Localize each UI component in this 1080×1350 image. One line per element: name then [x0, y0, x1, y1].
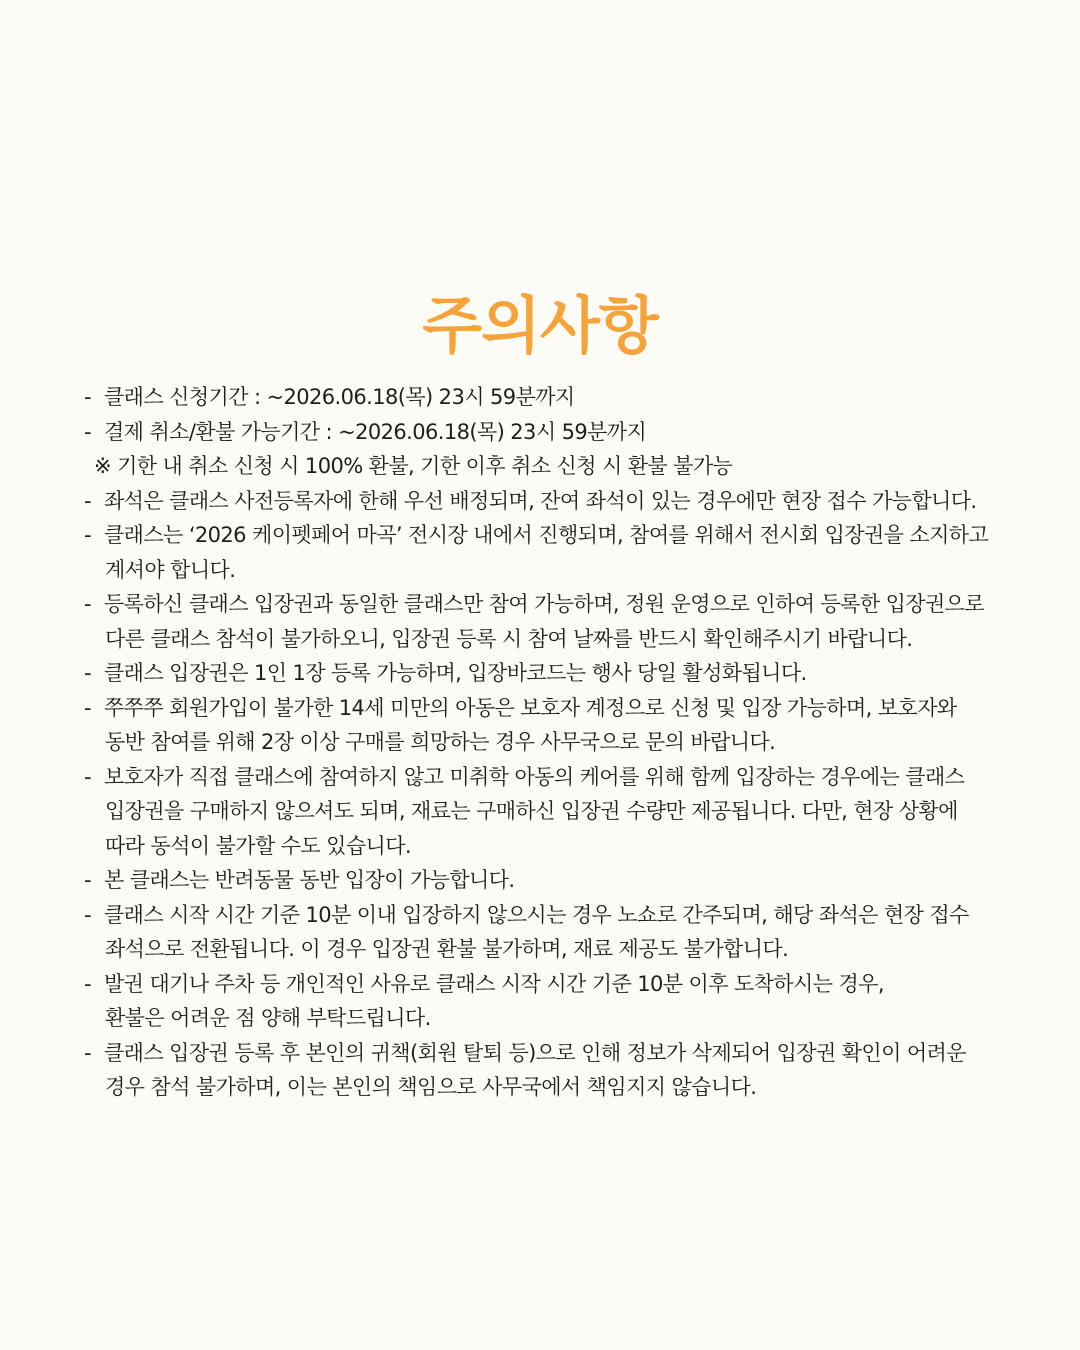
notice-continuation-line [84, 829, 1044, 864]
notice-line [84, 863, 1044, 898]
notice-text: 클래스 입장권은 1인 1장 등록 가능하며, 입장바코드는 행사 당일 활성화됩니다. [104, 661, 807, 685]
notice-text: 등록하신 클래스 입장권과 동일한 클래스만 참여 가능하며, 정원 운영으로 인하여 등록한 입장권으로 [104, 592, 985, 616]
bullet-dash: - [84, 523, 91, 547]
bullet-dash: - [84, 419, 91, 444]
bullet-dash: - [84, 868, 91, 892]
notice-text: 클래스 입장권 등록 후 본인의 귀책(회원 탈퇴 등)으로 인해 정보가 삭제되어 입장권 확인이 어려운 [104, 1040, 966, 1065]
notice-text: 환불은 어려운 점 양해 부탁드립니다. [105, 1006, 431, 1030]
bullet-dash: - [84, 971, 91, 996]
notice-line [84, 691, 1044, 726]
notice-continuation-line [84, 1070, 1044, 1105]
notice-text: 클래스는 ‘2026 케이펫페어 마곡’ 전시장 내에서 진행되며, 참여를 위해서 전시회 입장권을 소지하고 [104, 523, 989, 547]
notice-line [84, 587, 1044, 622]
notice-continuation-line [84, 725, 1044, 760]
notice-continuation-line [84, 932, 1044, 967]
bullet-dash: - [84, 592, 91, 616]
notice-line [84, 967, 1044, 1002]
notice-list [84, 380, 1044, 1105]
notice-line [84, 898, 1044, 933]
notice-text: 발권 대기나 주차 등 개인적인 사유로 클래스 시작 시간 기준 10분 이후 도착하시는 경우, [104, 971, 884, 996]
notice-text: 다른 클래스 참석이 불가하오니, 입장권 등록 시 참여 날짜를 반드시 확인해주시기 바랍니다. [105, 626, 913, 651]
notice-line [84, 656, 1044, 691]
notice-continuation-line [84, 794, 1044, 829]
bullet-dash: - [84, 764, 91, 789]
notice-reference-line [84, 449, 1044, 484]
notice-line [84, 415, 1044, 450]
notice-line [84, 380, 1044, 415]
notice-text: 좌석은 클래스 사전등록자에 한해 우선 배정되며, 잔여 좌석이 있는 경우에만 현장 접수 가능합니다. [104, 488, 977, 513]
bullet-dash: - [84, 661, 91, 685]
notice-continuation-line [84, 622, 1044, 657]
notice-line [84, 760, 1044, 795]
notice-text: 계셔야 합니다. [105, 557, 236, 582]
notice-text: 좌석으로 전환됩니다. 이 경우 입장권 환불 불가하며, 재료 제공도 불가합니다. [105, 937, 789, 961]
notice-continuation-line [84, 1001, 1044, 1036]
notice-text: 보호자가 직접 클래스에 참여하지 않고 미취학 아동의 케어를 위해 함께 입장하는 경우에는 클래스 [104, 764, 965, 789]
bullet-dash: - [84, 695, 91, 720]
notice-line [84, 1036, 1044, 1071]
notice-text: ※ 기한 내 취소 신청 시 100% 환불, 기한 이후 취소 신청 시 환불 불가능 [94, 454, 733, 478]
notice-line [84, 484, 1044, 519]
notice-text: 따라 동석이 불가할 수도 있습니다. [105, 833, 411, 858]
bullet-dash: - [84, 385, 91, 409]
notice-continuation-line [84, 553, 1044, 588]
notice-text: 클래스 신청기간 : ~2026.06.18(목) 23시 59분까지 [104, 385, 575, 409]
notice-text: 동반 참여를 위해 2장 이상 구매를 희망하는 경우 사무국으로 문의 바랍니다. [105, 730, 776, 754]
notice-text: 경우 참석 불가하며, 이는 본인의 책임으로 사무국에서 책임지지 않습니다. [105, 1075, 757, 1099]
bullet-dash: - [84, 1040, 91, 1065]
bullet-dash: - [84, 902, 91, 927]
notice-text: 본 클래스는 반려동물 동반 입장이 가능합니다. [104, 868, 515, 892]
notice-line [84, 518, 1044, 553]
notice-text: 결제 취소/환불 가능기간 : ~2026.06.18(목) 23시 59분까지 [104, 419, 647, 444]
notice-text: 클래스 시작 시간 기준 10분 이내 입장하지 않으시는 경우 노쇼로 간주되며, 해당 좌석은 현장 접수 [104, 902, 969, 927]
notice-text: 쭈쭈쭈 회원가입이 불가한 14세 미만의 아동은 보호자 계정으로 신청 및 입장 가능하며, 보호자와 [104, 695, 957, 720]
page-title: 주의사항 [422, 288, 658, 362]
notice-text: 입장권을 구매하지 않으셔도 되며, 재료는 구매하신 입장권 수량만 제공됩니다. 다만, 현장 상황에 [105, 799, 958, 823]
bullet-dash: - [84, 488, 91, 513]
